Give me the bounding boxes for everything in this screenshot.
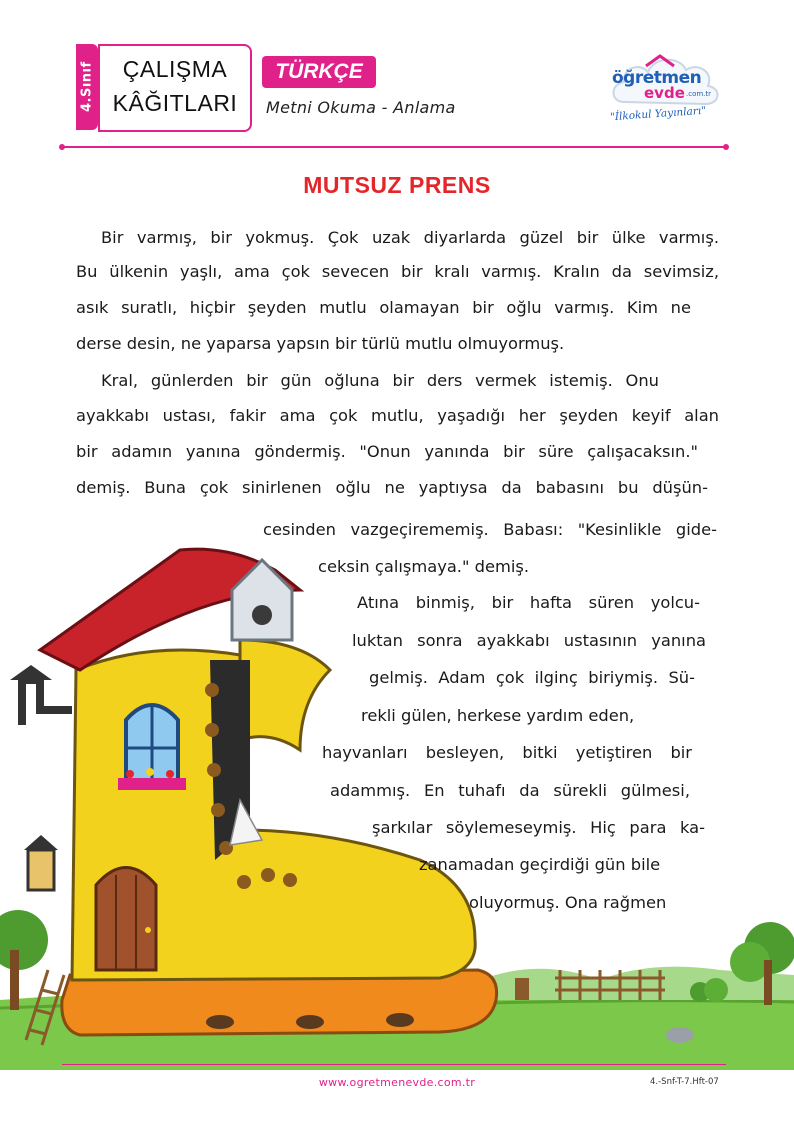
story-line: demiş. Buna çok sinirlenen oğlu ne yaptıysa da babasını bu düşün- (76, 478, 708, 497)
tree-stump (515, 978, 529, 1000)
tree-left (0, 910, 48, 970)
story-line: Bu ülkenin yaşlı, ama çok sevecen bir kralı varmış. Kralın da sevimsiz, (76, 262, 719, 281)
story-line: asık suratlı, hiçbir şeyden mutlu olamayan bir oğlu varmış. Kim ne (76, 298, 691, 317)
footer-divider (62, 1064, 726, 1065)
story-line: Bir varmış, bir yokmuş. Çok uzak diyarlarda güzel bir ülke varmış. (101, 228, 719, 247)
divider-dot-left (59, 144, 65, 150)
lantern-icon (28, 850, 54, 890)
story-line: şarkılar söylemeseymiş. Hiç para ka- (372, 818, 705, 837)
worksheet-title-line1: ÇALIŞMA (122, 56, 228, 82)
story-line: ceksin çalışmaya." demiş. (318, 557, 530, 576)
subject-badge: TÜRKÇE (262, 56, 376, 88)
story-line: hayvanları besleyen, bitki yetiştiren bir (322, 743, 692, 762)
story-line: gelmiş. Adam çok ilginç biriymiş. Sü- (369, 668, 695, 687)
grade-tab (76, 44, 98, 130)
story-line: zanamadan geçirdiği gün bile (419, 855, 661, 874)
divider-dot-right (723, 144, 729, 150)
worksheet-title-line2: KÂĞITLARI (112, 90, 238, 116)
header-divider (62, 146, 726, 148)
logo-brand-a: öğretmen (612, 68, 702, 88)
story-line: cesinden vazgeçirememiş. Babası: "Kesinlikle gide- (263, 520, 717, 539)
rock (666, 1027, 694, 1043)
boot-tongue (240, 640, 330, 750)
story-line: Atına binmiş, bir hafta süren yolcu- (357, 593, 700, 612)
story-line: ayakkabı ustası, fakir ama çok mutlu, yaşadığı her şeyden keyif alan (76, 406, 719, 425)
flower-box (118, 778, 186, 790)
story-line: luktan sonra ayakkabı ustasının yanına (352, 631, 706, 650)
story-line: bir adamın yanına göndermiş. "Onun yanında bir süre çalışacaksın." (76, 442, 698, 461)
story-line: derse desin, ne yaparsa yapsın bir türlü mutlu olmuyormuş. (76, 334, 565, 353)
worksheet-title-box (98, 44, 252, 132)
story-line: oluyormuş. Ona rağmen (469, 893, 667, 912)
footer-website-link[interactable]: www.ogretmenevde.com.tr (318, 1076, 476, 1089)
story-line: adammış. En tuhafı da sürekli gülmesi, (330, 781, 690, 800)
story-line: rekli gülen, herkese yardım eden, (361, 706, 635, 725)
logo-tagline: "İlkokul Yayınları" (609, 104, 707, 124)
story-title: MUTSUZ PRENS (303, 172, 491, 198)
door (96, 868, 156, 971)
logo-brand-b: evde (644, 84, 685, 102)
publisher-logo[interactable] (606, 46, 724, 130)
chimney-pipe (22, 680, 72, 725)
footer-document-code: 4.-Snf-T-7.Hft-07 (650, 1077, 719, 1087)
logo-domain: .com.tr (686, 90, 712, 98)
story-line: Kral, günlerden bir gün oğluna bir ders vermek istemiş. Onu (101, 371, 659, 390)
topic-label: Metni Okuma - Anlama (266, 98, 456, 117)
grade-label: 4.Sınıf (79, 61, 95, 113)
